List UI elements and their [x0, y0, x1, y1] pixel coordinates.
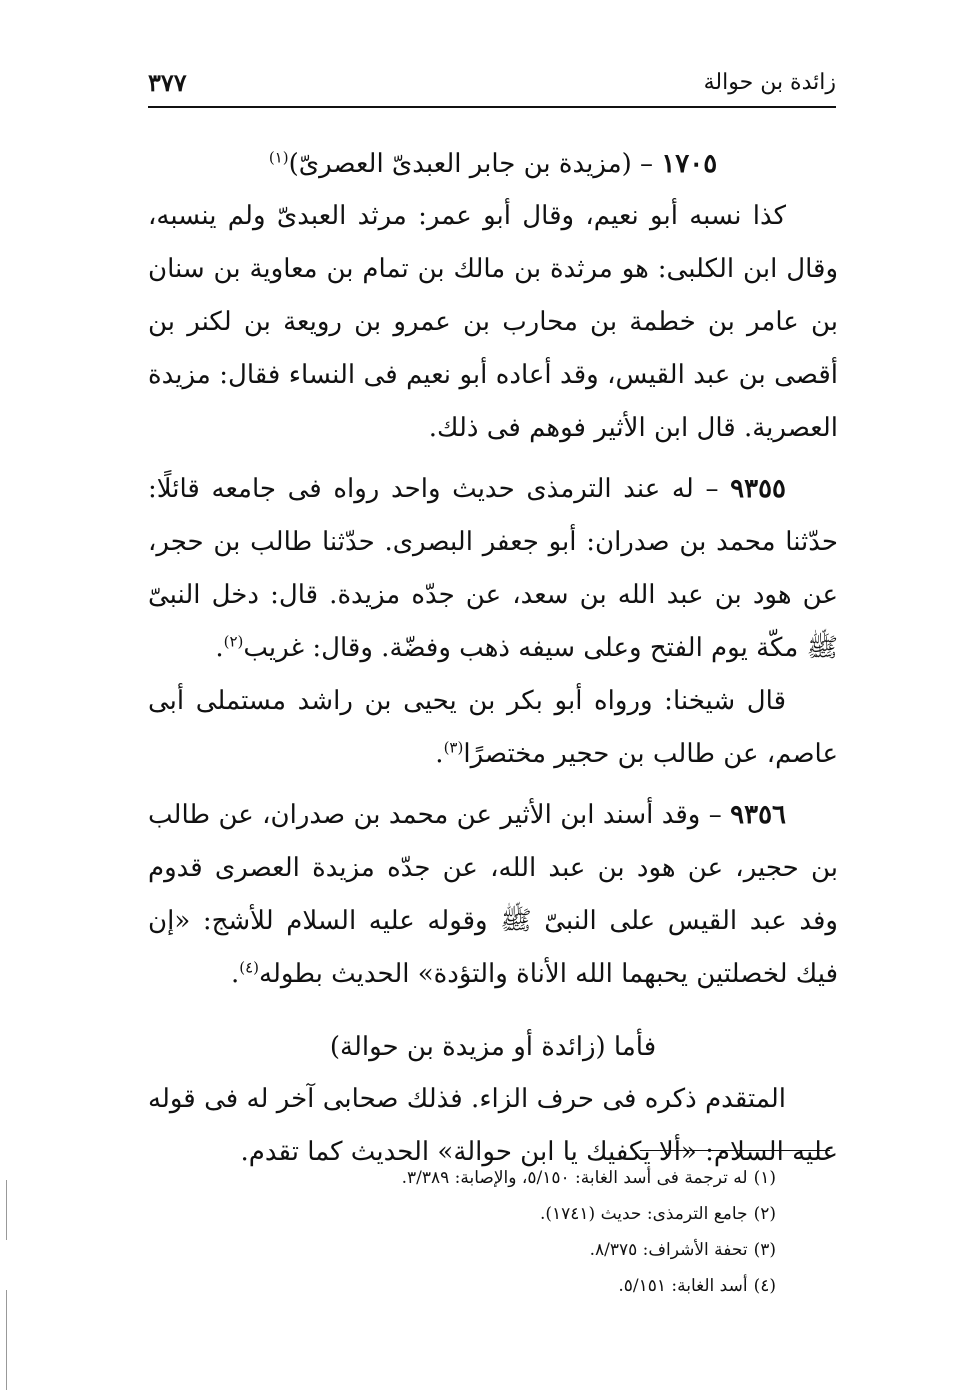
hadith-9355: [148, 463, 838, 675]
footnote-item: [148, 1196, 838, 1232]
hadith-text: – وقد أسند ابن الأثير عن محمد بن صدران، عن طالب بن حجير، عن هود بن عبد الله، عن جدّه مزيدة العصرى قدوم وفد عبد القيس على النبىّ ﷺ وقوله عليه السلام للأشج: «إن فيك لخصلتين يحبهما الله الأناة والتؤدة» الحديث بطوله: [148, 800, 838, 989]
entry-heading-1705: [148, 138, 838, 190]
scan-margin-mark: [6, 1290, 7, 1390]
entry-paragraph: كذا نسبه أبو نعيم، وقال أبو عمر: مرثد العبدىّ ولم ينسبه، وقال ابن الكلبى: هو مرثدة بن مالك بن تمام بن معاوية بن سنان بن عامر بن خطمة بن محارب بن عمرو بن رويعة بن لكنر بن أقصى بن عبد القيس، وقد أعاده أبو نعيم فى النساء فقال: مزيدة العصرية. قال ابن الأثير فوهم فى ذلك.: [148, 201, 838, 443]
scan-margin-mark: [6, 1180, 7, 1240]
main-text: [148, 138, 838, 1179]
hadith-9356: [148, 789, 838, 1001]
entry-title: – (مزيدة بن جابر العبدىّ العصرىّ): [288, 149, 654, 179]
footnote-ref: (٤): [239, 958, 259, 977]
footnote-number: (٢): [753, 1204, 776, 1224]
footnote-item: [148, 1232, 838, 1268]
header-rule: [148, 106, 836, 108]
page-header: [148, 62, 836, 102]
footnote-number: (٣): [753, 1240, 776, 1260]
subsection-heading: فأما (زائدة أو مزيدة بن حوالة): [329, 1032, 657, 1062]
footnote-text: له ترجمة فى أسد الغابة: ٥/١٥٠، والإصابة: ٣/٣٨٩.: [401, 1168, 748, 1188]
footnote-number: (٤): [753, 1276, 776, 1296]
footnote-text: تحفة الأشراف: ٨/٣٧٥.: [589, 1240, 748, 1260]
sentence-end: .: [230, 959, 240, 989]
footnote-rule: [640, 1150, 830, 1151]
running-title: زائدة بن حوالة: [703, 70, 836, 95]
footnote-ref: (٢): [223, 632, 244, 651]
footnote-text: أسد الغابة: ٥/١٥١.: [618, 1276, 748, 1296]
entry-number: ١٧٠٥: [661, 149, 718, 179]
footnote-item: [148, 1160, 838, 1196]
sentence-end: .: [435, 739, 444, 769]
sentence-end: .: [215, 633, 224, 663]
footnote-text: جامع الترمذى: حديث (١٧٤١).: [539, 1204, 748, 1224]
hadith-number: ٩٣٥٥: [730, 474, 786, 504]
hadith-text: – له عند الترمذى حديث واحد رواه فى جامعه قائلًا: حدّثنا محمد بن صدران: أبو جعفر البصرى. حدّثنا طالب بن حجر، عن هود بن عبد الله بن سعد، عن جدّه مزيدة. قال: دخل النبىّ ﷺ مكّة يوم الفتح وعلى سيفه ذهب وفضّة. وقال: غريب: [148, 474, 838, 663]
subsection-paragraph: المتقدم ذكره فى حرف الزاء. فذلك صحابى آخر له فى قوله عليه السلام: «ألا يكفيك يا ابن حوالة» الحديث كما تقدم.: [148, 1084, 838, 1167]
footnote-ref: (١): [268, 148, 289, 167]
page-number: ٣٧٧: [148, 68, 187, 97]
hadith-note: [148, 675, 838, 781]
footnotes: [148, 1160, 838, 1304]
footnote-item: [148, 1268, 838, 1304]
footnote-number: (١): [753, 1168, 776, 1188]
footnote-ref: (٣): [443, 738, 464, 757]
note-text: قال شيخنا: ورواه أبو بكر بن يحيى بن راشد مستملى أبى عاصم، عن طالب بن حجير مختصرًا: [148, 686, 838, 769]
hadith-number: ٩٣٥٦: [730, 800, 786, 830]
